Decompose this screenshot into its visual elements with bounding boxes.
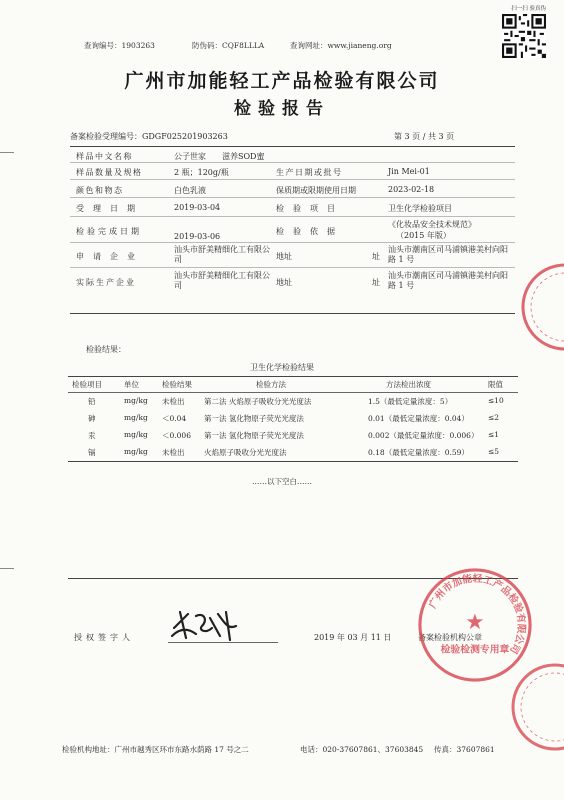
info-row: 样品中文名称 公子世家 滋养SOD蜜 bbox=[70, 147, 515, 163]
stamp-note: 备案检验机构公章 bbox=[418, 633, 482, 642]
table-row: 铅 mg/kg 未检出 第二法 火焰原子吸收分光光度法 1.5（最低定量浓度：5） ≤10 bbox=[88, 396, 504, 406]
edge-seal-icon bbox=[520, 262, 564, 352]
results-label: 检验结果： bbox=[86, 345, 126, 354]
footer-address: 检验机构地址：广州市越秀区环市东路水荫路 17 号之二 bbox=[62, 745, 249, 754]
qr-label: 扫一扫 验真伪 bbox=[511, 6, 546, 12]
handwritten-signature bbox=[166, 606, 244, 646]
addr-suffix: 址 bbox=[372, 278, 380, 287]
query-number: 查询编号：1903263 bbox=[84, 41, 155, 50]
svg-text:★: ★ bbox=[465, 609, 485, 635]
margin-mark bbox=[0, 568, 14, 569]
info-row: 样品数量及规格 2 瓶；120g/瓶 生产日期或批号 Jin Mei-01 bbox=[70, 163, 515, 180]
anti-fake-code: 防伪码：CQF8LLLA bbox=[192, 41, 265, 50]
company-name: 广州市加能轻工产品检验有限公司 bbox=[124, 70, 440, 92]
info-row: 检验完成日期 2019-03-06 检验依据 《化妆品安全技术规范》 （2015 年版） bbox=[70, 217, 515, 243]
addr-label-left: 地址 bbox=[276, 252, 292, 261]
sample-name: 公子世家 滋养SOD蜜 bbox=[174, 152, 265, 161]
page-number: 第 3 页 / 共 3 页 bbox=[394, 132, 455, 141]
blank-below-note: ……以下空白…… bbox=[252, 477, 312, 486]
margin-mark bbox=[0, 152, 14, 153]
footer-phone: 电话：020-37607861、37603845 bbox=[300, 745, 424, 754]
addr-suffix: 址 bbox=[372, 252, 380, 261]
sign-date: 2019 年 03 月 11 日 bbox=[314, 633, 392, 642]
info-row: 申请企业 汕头市舒美精细化工有限公司 地址 汕头市潮南区司马浦镇港美村向阳路 1 号 bbox=[70, 243, 515, 268]
results-table bbox=[68, 376, 518, 462]
results-table-title: 卫生化学检验结果 bbox=[250, 363, 314, 372]
svg-text:检验检测专用章: 检验检测专用章 bbox=[440, 644, 510, 656]
table-row: 镉 mg/kg 未检出 火焰原子吸收分光光度法 0.18（最低定量浓度：0.59） ≤5 bbox=[88, 447, 500, 457]
edge-seal-icon bbox=[510, 662, 564, 752]
signature-line bbox=[168, 642, 278, 643]
svg-text:广州市加能轻工产品检验有限公司: 广州市加能轻工产品检验有限公司 bbox=[427, 573, 527, 656]
query-website: 查询网址：www.jianeng.org bbox=[290, 41, 392, 50]
info-row: 实际生产企业 汕头市舒美精细化工有限公司 地址 汕头市潮南区司马浦镇港美村向阳路 1 号 bbox=[76, 271, 508, 290]
info-row: 受理日期 2019-03-04 检验项目 卫生化学检验项目 bbox=[70, 198, 515, 217]
sample-info-table bbox=[70, 146, 515, 314]
table-header: 检验项目 单位 检验结果 检验方法 方法检出浓度 限值 bbox=[68, 377, 518, 393]
footer-fax: 传真：37607861 bbox=[434, 745, 495, 754]
qr-code-icon[interactable] bbox=[502, 14, 546, 58]
table-row: 砷 mg/kg ＜0.04 第一法 氢化物原子荧光光度法 0.01（最低定量浓度：0.04） ≤2 bbox=[88, 413, 500, 423]
table-row: 汞 mg/kg ＜0.006 第一法 氢化物原子荧光光度法 0.002（最低定量浓度：0.006） ≤1 bbox=[88, 430, 500, 440]
reference-number: 备案检验受理编号：GDGF025201903263 bbox=[70, 132, 228, 141]
report-title: 检验报告 bbox=[234, 99, 330, 119]
signer-label: 授权签字人 bbox=[74, 633, 134, 642]
info-row: 颜色和物态 白色乳液 保质期或限期使用日期 2023-02-18 bbox=[70, 180, 515, 198]
